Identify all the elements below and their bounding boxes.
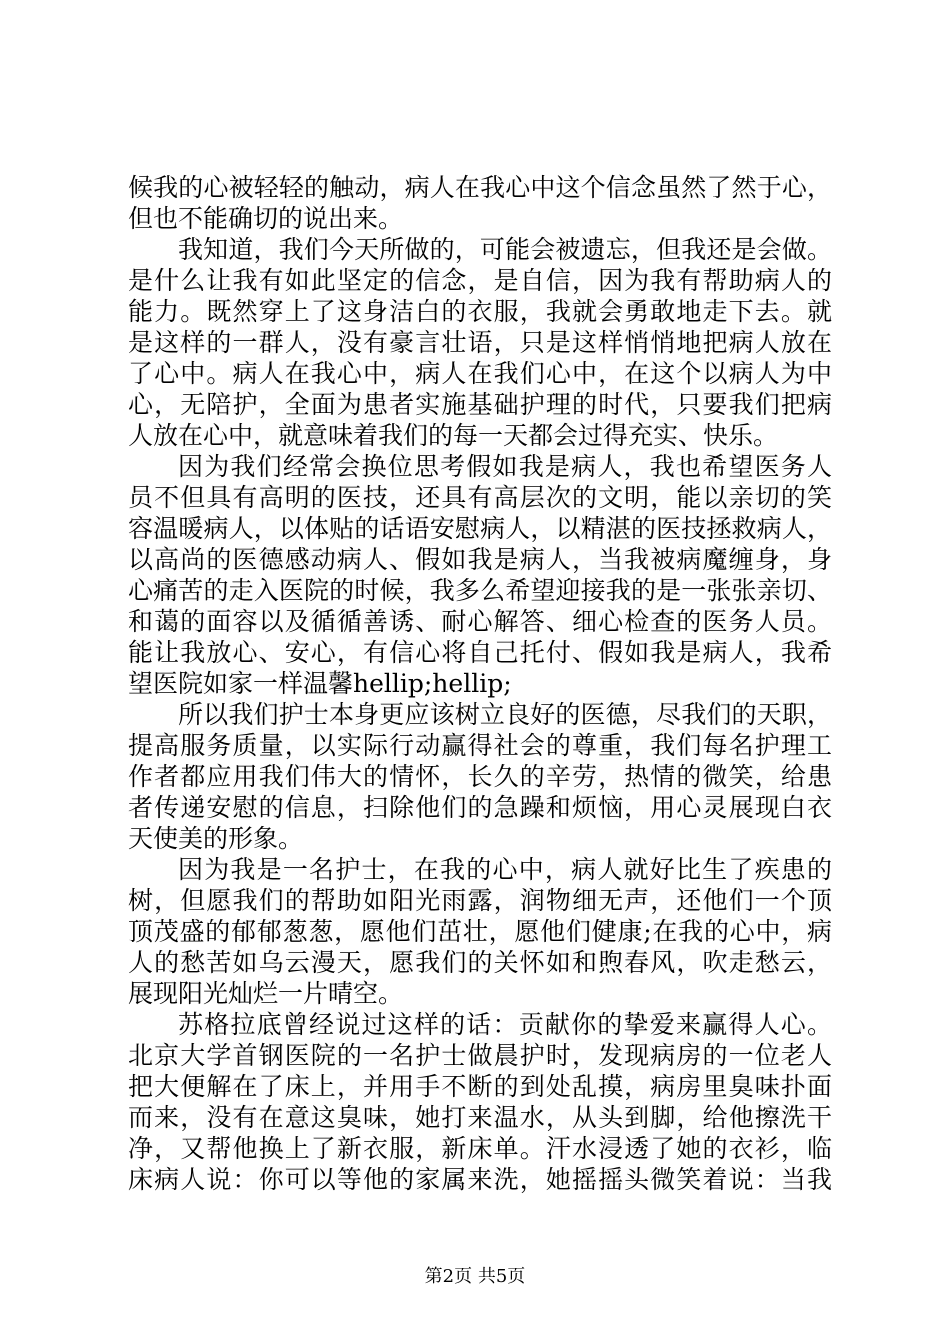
- text-line: 因为我是一名护士，在我的心中，病人就好比生了疾患的: [178, 855, 832, 884]
- text-line: 顶茂盛的郁郁葱葱，愿他们茁壮，愿他们健康;在我的心中，病: [128, 917, 832, 946]
- text-line: 但也不能确切的说出来。: [128, 204, 404, 233]
- text-line: 人的愁苦如乌云漫天，愿我们的关怀如和煦春风，吹走愁云，: [128, 948, 832, 977]
- text-line: 能力。既然穿上了这身洁白的衣服，我就会勇敢地走下去。就: [128, 297, 832, 326]
- text-line: 树，但愿我们的帮助如阳光雨露，润物细无声，还他们一个顶: [128, 886, 832, 915]
- text-line: 北京大学首钢医院的一名护士做晨护时，发现病房的一位老人: [128, 1041, 832, 1070]
- text-line: 所以我们护士本身更应该树立良好的医德，尽我们的天职，: [178, 700, 832, 729]
- text-line: 了心中。病人在我心中，病人在我们心中，在这个以病人为中: [128, 359, 832, 388]
- text-line: 因为我们经常会换位思考假如我是病人，我也希望医务人: [178, 452, 832, 481]
- body-text: [128, 172, 832, 1195]
- text-line: 净，又帮他换上了新衣服，新床单。汗水浸透了她的衣衫，临: [128, 1134, 832, 1163]
- text-line: 能让我放心、安心，有信心将自己托付、假如我是病人，我希: [128, 638, 832, 667]
- text-line: 者传递安慰的信息，扫除他们的急躁和烦恼，用心灵展现白衣: [128, 793, 832, 822]
- text-line: 提高服务质量，以实际行动赢得社会的尊重，我们每名护理工: [128, 731, 832, 760]
- text-line: 天使美的形象。: [128, 824, 304, 853]
- text-line: 候我的心被轻轻的触动，病人在我心中这个信念虽然了然于心，: [128, 173, 832, 202]
- page-footer: 第2页 共5页: [424, 1266, 526, 1287]
- text-line: 床病人说：你可以等他的家属来洗，她摇摇头微笑着说：当我: [128, 1165, 832, 1194]
- text-line: 员不但具有高明的医技，还具有高层次的文明，能以亲切的笑: [128, 483, 832, 512]
- text-line: 人放在心中，就意味着我们的每一天都会过得充实、快乐。: [128, 421, 779, 450]
- text-line: 是什么让我有如此坚定的信念，是自信，因为我有帮助病人的: [128, 266, 832, 295]
- text-line: 心，无陪护，全面为患者实施基础护理的时代，只要我们把病: [128, 390, 832, 419]
- text-line: 作者都应用我们伟大的情怀，长久的辛劳，热情的微笑，给患: [128, 762, 832, 791]
- text-line: 展现阳光灿烂一片晴空。: [128, 979, 404, 1008]
- text-line: 苏格拉底曾经说过这样的话：贡献你的挚爱来赢得人心。: [178, 1010, 832, 1039]
- text-line: 而来，没有在意这臭味，她打来温水，从头到脚，给他擦洗干: [128, 1103, 832, 1132]
- text-line: 和蔼的面容以及循循善诱、耐心解答、细心检查的医务人员。: [128, 607, 832, 636]
- text-line: 望医院如家一样温馨hellip;hellip;: [128, 669, 512, 698]
- text-line: 是这样的一群人，没有豪言壮语，只是这样悄悄地把病人放在: [128, 328, 832, 357]
- text-line: 把大便解在了床上，并用手不断的到处乱摸，病房里臭味扑面: [128, 1072, 832, 1101]
- text-line: 我知道，我们今天所做的，可能会被遗忘，但我还是会做。: [178, 235, 832, 264]
- text-line: 心痛苦的走入医院的时候，我多么希望迎接我的是一张张亲切、: [128, 576, 832, 605]
- text-line: 以高尚的医德感动病人、假如我是病人，当我被病魔缠身，身: [128, 545, 832, 574]
- text-line: 容温暖病人，以体贴的话语安慰病人，以精湛的医技拯救病人，: [128, 514, 832, 543]
